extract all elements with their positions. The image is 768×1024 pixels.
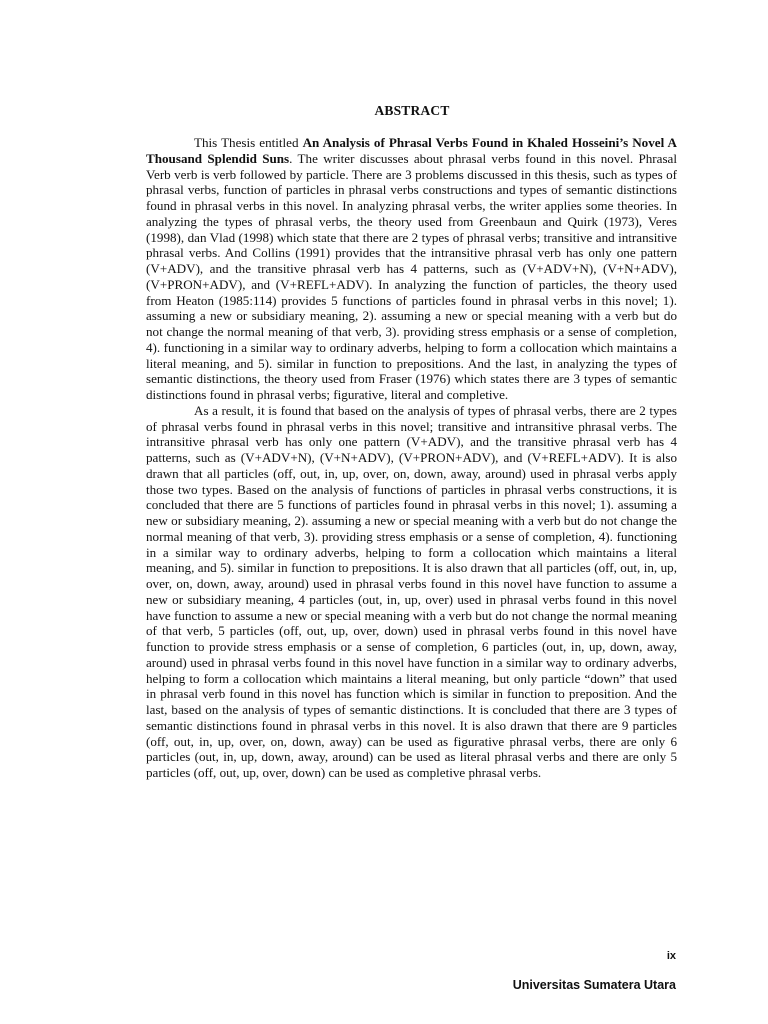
page-number: ix bbox=[666, 950, 676, 962]
paragraph-2: As a result, it is found that based on the analysis of types of phrasal verbs, there are 2 types of phrasal verbs found in phrasal verbs in this novel; transitive and intransitive phrasal verbs. The intransitive phrasal verb has only one pattern (V+ADV), and the transitive phrasal verb has 4 patterns, such as (V+ADV+N), (V+N+ADV), (V+PRON+ADV), and (V+REFL+ADV). It is also drawn that all particles (off, out, in, up, over, on, down, away, around) used in phrasal verbs apply those two types. Based on the analysis of functions of particles in phrasal verbs constructions, it is concluded that there are 5 functions of particles found in phrasal verbs in this novel; 1). assuming a new or subsidiary meaning, 2). assuming a new or special meaning with a verb but do not change the normal meaning of that verb, 3). providing stress emphasis or a sense of completion, 4). functioning in a similar way to ordinary adverbs, helping to form a collocation which maintains a literal meaning, and 5). similar in function to prepositions. It is also drawn that all particles (off, out, in, up, over, on, down, away, around) used in phrasal verbs found in this novel have function to assume a new or subsidiary meaning, 4 particles (out, in, up, over) used in phrasal verbs found in this novel have function to assume a new or special meaning with a verb but do not change the normal meaning of that verb, 5 particles (off, out, up, over, down) used in phrasal verbs found in this novel have function to provide stress emphasis or a sense of completion, 6 particles (out, in, up, down, away, around) used in phrasal verbs found in this novel have function in a similar way to ordinary adverbs, helping to form a collocation which maintains a literal meaning, but only particle “down” that used in phrasal verb found in this novel has function which is similar in function to preposition. And the last, based on the analysis of types of semantic distinctions. It is concluded that there are 3 types of semantic distinctions found in phrasal verbs in this novel. It is also drawn that there are 9 particles (off, out, in, up, over, on, down, away) can be used as figurative phrasal verbs, there are only 6 particles (out, in, up, down, away, around) can be used as literal phrasal verbs and there are only 5 particles (off, out, up, over, down) can be used as completive phrasal verbs. bbox=[146, 402, 677, 780]
paragraph-1-prefix: This Thesis entitled bbox=[194, 135, 303, 150]
abstract-body bbox=[146, 135, 677, 781]
abstract-heading: ABSTRACT bbox=[374, 103, 450, 118]
paragraph-1-text: . The writer discusses about phrasal verbs found in this novel. Phrasal Verb verb is verb followed by particle. There are 3 problems discussed in this thesis, such as types of phrasal verbs, function of particles in phrasal verbs constructions and types of semantic distinctions found in phrasal verbs in this novel. In analyzing phrasal verbs, the writer applies some theories. In analyzing the types of phrasal verbs, the theory used from Greenbaun and Quirk (1973), Veres (1998), dan Vlad (1998) which state that there are 2 types of phrasal verbs; transitive and intransitive phrasal verbs. And Collins (1991) provides that the intransitive phrasal verb has only one pattern (V+ADV), and the transitive phrasal verb has 4 patterns, such as (V+ADV+N), (V+N+ADV), (V+PRON+ADV), and (V+REFL+ADV). In analyzing the function of particles, the theory used from Heaton (1985:114) provides 5 functions of particles found in phrasal verbs in this novel; 1). assuming a new or subsidiary meaning, 2). assuming a new or special meaning with a verb but do not change the normal meaning of that verb, 3). providing stress emphasis or a sense of completion, 4). functioning in a similar way to ordinary adverbs, helping to form a collocation which maintains a literal meaning, and 5). similar in function to prepositions. And the last, in analyzing the types of semantic distinctions, the theory used from Fraser (1976) which states there are 3 types of semantic distinctions found in phrasal verbs; figurative, literal and completive. bbox=[146, 150, 677, 402]
paragraph-1 bbox=[146, 135, 677, 403]
university-footer: Universitas Sumatera Utara bbox=[512, 978, 676, 992]
thesis-title: An Analysis of Phrasal Verbs Found in Khaled Hosseini’s Novel A Thousand Splendid Suns bbox=[146, 135, 677, 166]
